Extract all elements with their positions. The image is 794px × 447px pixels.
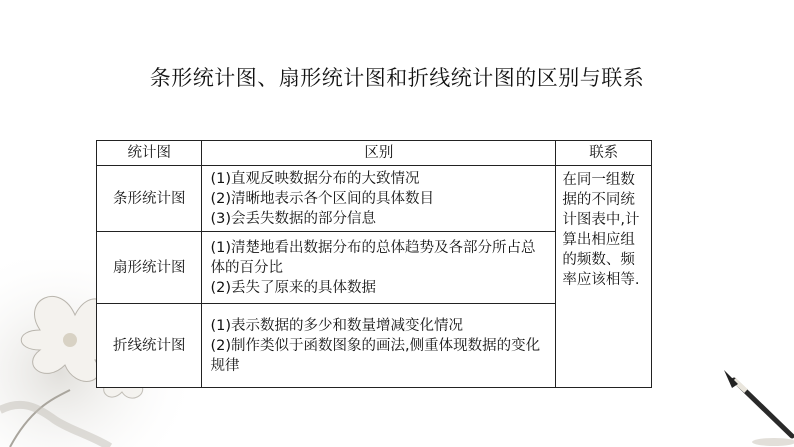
row-bar-chart-diff [202,166,556,232]
header-chart-type: 统计图 [97,141,202,166]
row-pie-chart-name: 扇形统计图 [97,232,202,304]
row-line-chart-name: 折线统计图 [97,304,202,388]
comparison-table [96,140,652,388]
row-pie-chart-diff [202,232,556,304]
header-difference: 区别 [202,141,556,166]
slide-title: 条形统计图、扇形统计图和折线统计图的区别与联系 [149,66,645,90]
row-line-chart-diff [202,304,556,388]
ink-brush-decoration [704,370,794,447]
row-bar-chart-name: 条形统计图 [97,166,202,232]
diff-line: (1)清楚地看出数据分布的总体趋势及各部分所占总体的百分比 [210,239,536,276]
diff-line: (1)直观反映数据分布的大致情况 [210,170,420,187]
diff-line: (1)表示数据的多少和数量增减变化情况 [210,317,463,334]
connection-cell: 在同一组数据的不同统计图表中,计算出相应组的频数、频率应该相等. [556,166,652,388]
diff-line: (3)会丢失数据的部分信息 [210,210,376,227]
diff-line: (2)制作类似于函数图象的画法,侧重体现数据的变化规律 [210,337,541,374]
header-connection: 联系 [556,141,652,166]
diff-line: (2)丢失了原来的具体数据 [210,279,376,296]
diff-line: (2)清晰地表示各个区间的具体数目 [210,190,434,207]
table-header-row [97,141,652,166]
table-row [97,166,652,232]
